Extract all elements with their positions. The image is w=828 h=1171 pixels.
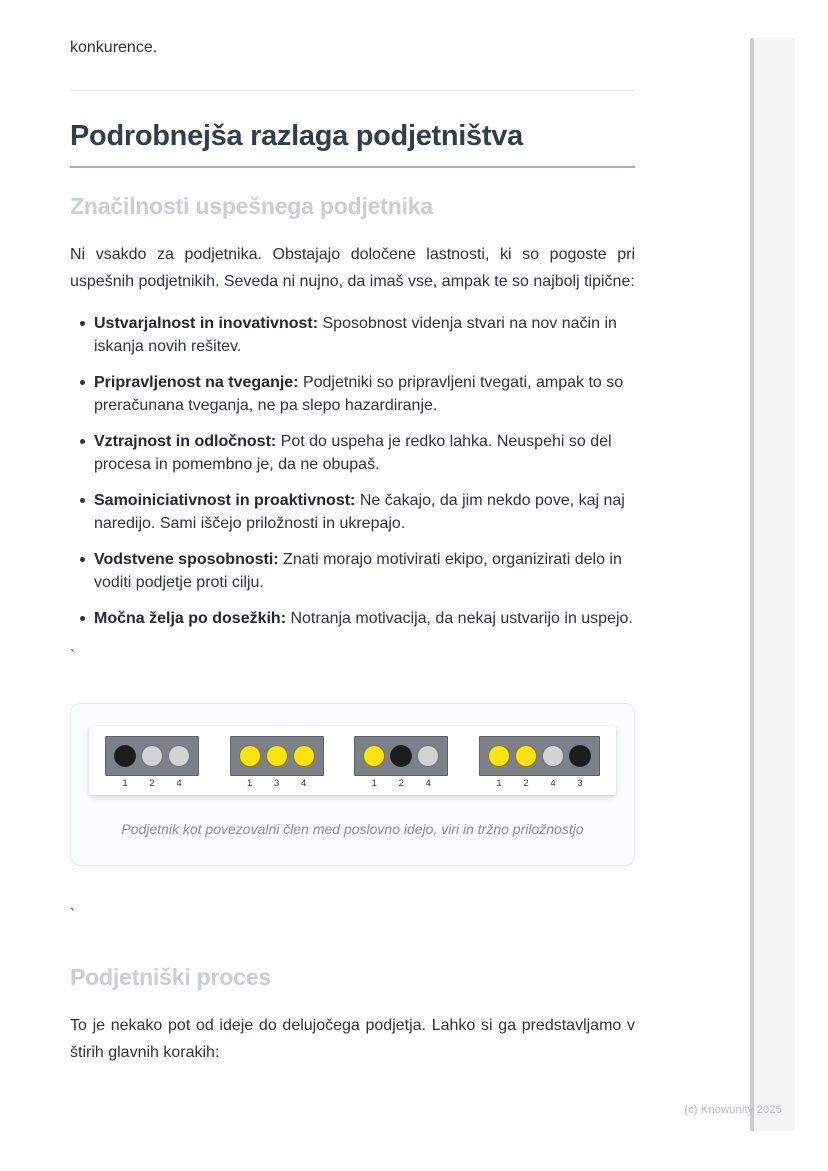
yellow-light-icon	[293, 745, 315, 767]
light-label: 4	[550, 778, 556, 789]
trait-item	[94, 548, 635, 594]
traits-section-heading: Značilnosti uspešnega podjetnika	[70, 193, 433, 219]
stray-backtick-above-figure: `	[70, 647, 75, 664]
light-label: 4	[301, 778, 307, 789]
muted-light-icon	[168, 745, 190, 767]
trait-term: Vodstvene sposobnosti:	[94, 551, 279, 568]
process-paragraph: To je nekako pot od ideje do delujočega podjetja. Lahko si ga predstavljamo v štirih glavnih korakih:	[70, 1017, 635, 1061]
light-label: 2	[523, 778, 529, 789]
muted-light-icon	[417, 745, 439, 767]
traits-list	[70, 312, 635, 630]
trait-description: Ne čakajo, da jim nekdo pove, kaj naj naredijo. Sami iščejo priložnosti in ukrepajo.	[94, 492, 625, 532]
process-section-heading: Podjetniški proces	[70, 964, 271, 990]
figure-card	[70, 703, 635, 866]
light-labels	[231, 776, 323, 790]
light-label: 4	[425, 778, 431, 789]
trait-term: Samoiniciativnost in proaktivnost:	[94, 492, 356, 509]
traffic-light-panel	[230, 736, 324, 790]
trait-term: Ustvarjalnost in inovativnost:	[94, 315, 319, 332]
traits-intro-paragraph: Ni vsakdo za podjetnika. Obstajajo določene lastnosti, ki so pogoste pri uspešnih podjetnikih. Seveda ni nujno, da imaš vse, ampak te so najbolj tipične:	[70, 246, 635, 290]
section-divider-light	[70, 90, 635, 91]
yellow-light-icon	[266, 745, 288, 767]
trait-description: Sposobnost videnja stvari na nov način in iskanja novih rešitev.	[94, 315, 617, 355]
traffic-light-panel	[354, 736, 448, 790]
light-labels	[480, 776, 599, 790]
yellow-light-icon	[239, 745, 261, 767]
figure-caption: Podjetnik kot povezovalni člen med poslovno idejo, viri in tržno priložnostjo	[121, 821, 584, 837]
light-label: 1	[122, 778, 128, 789]
light-labels	[106, 776, 198, 790]
trait-term: Močna želja po dosežkih:	[94, 610, 287, 627]
light-housing	[354, 736, 448, 776]
traffic-light-panel	[105, 736, 199, 790]
trait-description: Znati morajo motivirati ekipo, organizirati delo in voditi podjetje proti cilju.	[94, 551, 622, 591]
trait-description: Pot do uspeha je redko lahka. Neuspehi so del procesa in pomembno je, da ne obupaš.	[94, 433, 612, 473]
light-labels	[355, 776, 447, 790]
yellow-light-icon	[363, 745, 385, 767]
dark-light-icon	[569, 745, 591, 767]
yellow-light-icon	[488, 745, 510, 767]
trait-item	[94, 607, 635, 630]
light-label: 3	[274, 778, 280, 789]
copyright-notice: (c) Knowunity 2025	[684, 1104, 782, 1116]
light-label: 1	[496, 778, 502, 789]
light-housing	[230, 736, 324, 776]
next-page-edge[interactable]	[750, 38, 795, 1131]
trait-item	[94, 489, 635, 535]
light-housing	[479, 736, 600, 776]
title-underline	[70, 166, 635, 168]
dark-light-icon	[390, 745, 412, 767]
traffic-light-panel	[479, 736, 600, 790]
trait-description: Podjetniki so pripravljeni tvegati, ampak to so preračunana tveganja, ne pa slepo hazardiranje.	[94, 374, 624, 414]
trait-item	[94, 312, 635, 358]
figure-image	[89, 726, 616, 795]
light-label: 2	[149, 778, 155, 789]
trait-term: Vztrajnost in odločnost:	[94, 433, 277, 450]
trait-description: Notranja motivacija, da nekaj ustvarijo in uspejo.	[286, 610, 633, 627]
muted-light-icon	[141, 745, 163, 767]
light-label: 3	[577, 778, 583, 789]
page-content	[70, 0, 635, 1066]
light-label: 4	[176, 778, 182, 789]
dark-light-icon	[114, 745, 136, 767]
light-housing	[105, 736, 199, 776]
stray-backtick-below-figure: `	[70, 906, 75, 923]
muted-light-icon	[542, 745, 564, 767]
trait-item	[94, 430, 635, 476]
light-label: 1	[247, 778, 253, 789]
trait-term: Pripravljenost na tveganje:	[94, 374, 299, 391]
yellow-light-icon	[515, 745, 537, 767]
intro-fragment: konkurence.	[70, 39, 158, 56]
light-label: 2	[398, 778, 404, 789]
light-label: 1	[371, 778, 377, 789]
page-title: Podrobnejša razlaga podjetništva	[70, 120, 523, 152]
trait-item	[94, 371, 635, 417]
